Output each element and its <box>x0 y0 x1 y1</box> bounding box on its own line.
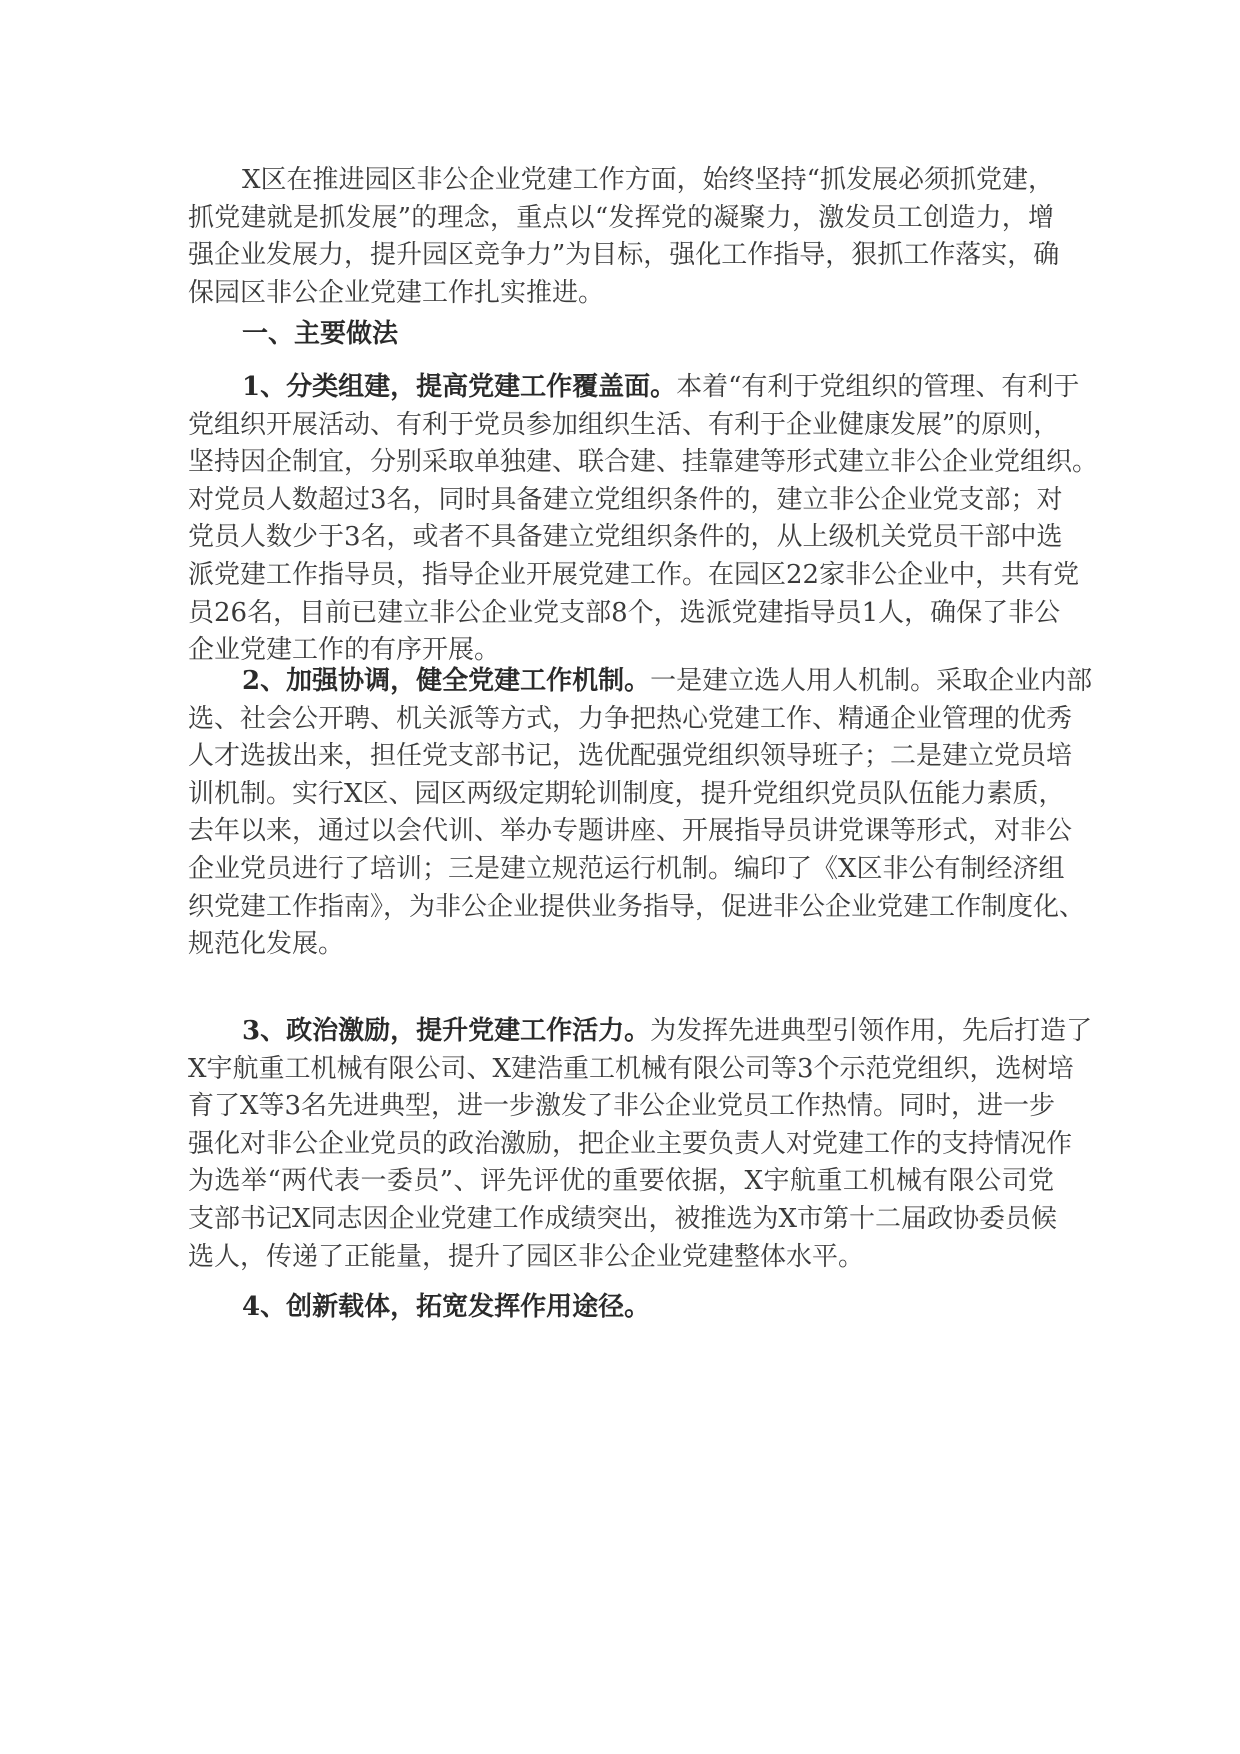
item-2-paragraph <box>188 663 1093 964</box>
text-line: 选人，传递了正能量，提升了园区非公企业党建整体水平。 <box>188 1241 865 1272</box>
text-line: 选、社会公开聘、机关派等方式，力争把热心党建工作、精通企业管理的优秀 <box>188 703 1073 734</box>
text-line: 支部书记X同志因企业党建工作成绩突出，被推选为X市第十二届政协委员候 <box>188 1203 1058 1234</box>
item-3-paragraph <box>188 1013 1093 1276</box>
item-1-paragraph <box>188 369 1099 670</box>
text-line: 对党员人数超过3名，同时具备建立党组织条件的，建立非公企业党支部；对 <box>188 484 1063 515</box>
text-line: 强化对非公企业党员的政治激励，把企业主要负责人对党建工作的支持情况作 <box>188 1128 1073 1159</box>
item-title: 1、分类组建，提高党建工作覆盖面。 <box>242 372 677 402</box>
item-title: 2、加强协调，健全党建工作机制。 <box>242 666 651 696</box>
section-heading-text: 一、主要做法 <box>242 319 399 349</box>
text-line: X区在推进园区非公企业党建工作方面，始终坚持“抓发展必须抓党建， <box>242 165 1054 195</box>
text-line: 企业党建工作的有序开展。 <box>188 635 501 666</box>
text-line: 党员人数少于3名，或者不具备建立党组织条件的，从上级机关党员干部中选 <box>188 522 1063 553</box>
text-line: 训机制。实行X区、园区两级定期轮训制度，提升党组织党员队伍能力素质， <box>188 778 1065 809</box>
section-heading <box>188 316 1054 354</box>
item-title: 3、政治激励，提升党建工作活力。 <box>242 1016 651 1046</box>
text-line: X宇航重工机械有限公司、X建浩重工机械有限公司等3个示范党组织，选树培 <box>188 1053 1074 1084</box>
text-line: 强企业发展力，提升园区竞争力”为目标，强化工作指导，狠抓工作落实，确 <box>188 240 1060 271</box>
text-line: 员26名，目前已建立非公企业党支部8个，选派党建指导员1人，确保了非公 <box>188 597 1061 628</box>
text-line: 抓党建就是抓发展”的理念，重点以“发挥党的凝聚力，激发员工创造力，增 <box>188 202 1054 233</box>
text-line: 人才选拔出来，担任党支部书记，选优配强党组织领导班子；二是建立党员培 <box>188 741 1073 772</box>
text-line: 规范化发展。 <box>188 929 345 960</box>
item-4-paragraph <box>188 1289 1054 1327</box>
text-line <box>188 1013 1093 1051</box>
item-title: 4、创新载体，拓宽发挥作用途径。 <box>242 1292 651 1322</box>
text-line: 去年以来，通过以会代训、举办专题讲座、开展指导员讲党课等形式，对非公 <box>188 816 1073 847</box>
text-line: 保园区非公企业党建工作扎实推进。 <box>188 277 605 308</box>
item-text: 为发挥先进典型引领作用，先后打造了 <box>650 1016 1093 1046</box>
text-line: 派党建工作指导员，指导企业开展党建工作。在园区22家非公企业中，共有党 <box>188 559 1080 590</box>
text-line: 坚持因企制宜，分别采取单独建、联合建、挂靠建等形式建立非公企业党组织。 <box>188 447 1099 478</box>
text-line: 企业党员进行了培训；三是建立规范运行机制。编印了《X区非公有制经济组 <box>188 853 1065 884</box>
text-line <box>188 369 1080 407</box>
intro-paragraph <box>188 162 1060 312</box>
item-text: 一是建立选人用人机制。采取企业内部 <box>650 666 1093 696</box>
text-line: 党组织开展活动、有利于党员参加组织生活、有利于企业健康发展”的原则， <box>188 409 1060 440</box>
item-text: 本着“有利于党组织的管理、有利于 <box>676 372 1080 402</box>
text-line: 育了X等3名先进典型，进一步激发了非公企业党员工作热情。同时，进一步 <box>188 1091 1056 1122</box>
text-line <box>188 663 1093 701</box>
text-line: 为选举“两代表一委员”、评先评优的重要依据，X宇航重工机械有限公司党 <box>188 1166 1054 1197</box>
text-line: 织党建工作指南》，为非公企业提供业务指导，促进非公企业党建工作制度化、 <box>188 891 1086 922</box>
